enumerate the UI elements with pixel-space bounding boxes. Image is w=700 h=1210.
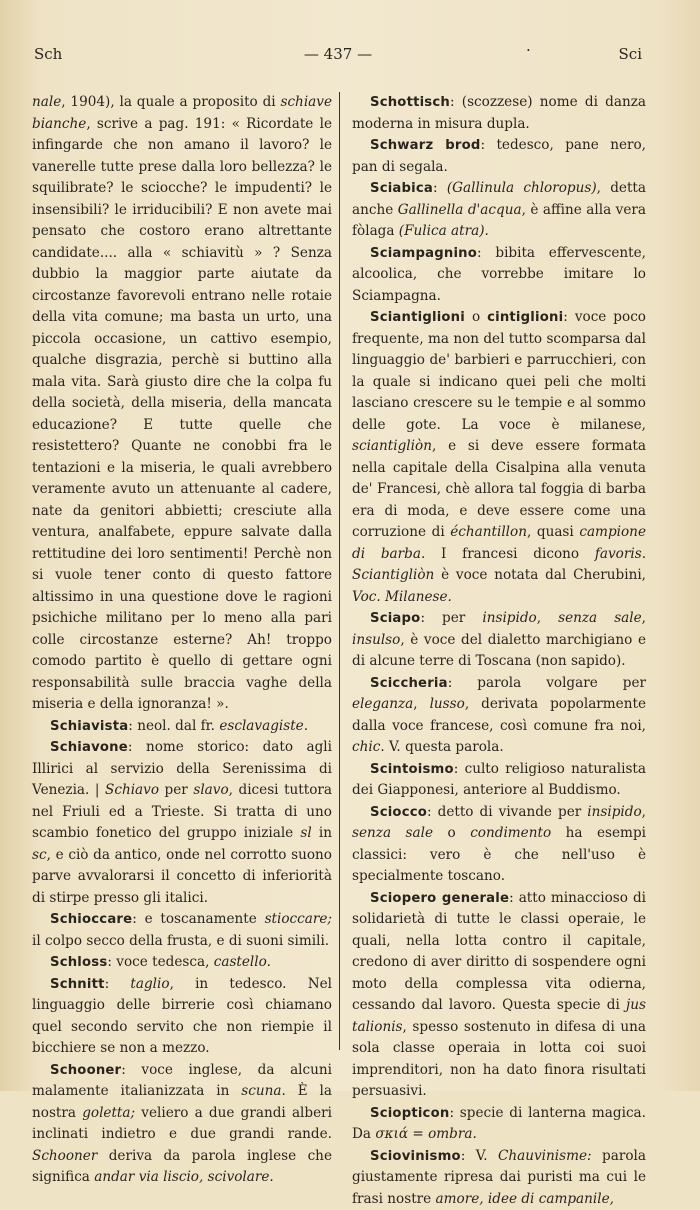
entry-text: o [433, 825, 470, 841]
page-number: — 437 — [34, 44, 642, 64]
entry-text: , e ciò da antico, onde nel corrotto suono parve avvalorarsi il concetto di inferiorità di stirpe presso gli italici. [32, 847, 332, 906]
entry-text: : V. [461, 1148, 498, 1164]
dictionary-entry [352, 307, 646, 608]
dictionary-entry [32, 974, 332, 1060]
italic-text: taglio [130, 976, 169, 992]
entry-text: : per [420, 610, 482, 626]
entry-text: : nome storico: dato agli Illirici al servizio della Serenissima di Venezia. | [32, 739, 332, 798]
entry-text: , derivata popolarmente dalla voce francese, così comune fra noi, [352, 696, 646, 734]
entry-headword: Schiavone [50, 740, 128, 755]
entry-headword: Scintoismo [370, 762, 454, 777]
entry-text: , [642, 610, 646, 626]
continued-paragraph [32, 92, 332, 716]
dictionary-entry [352, 802, 646, 888]
italic-text: Sciantigliòn [352, 567, 434, 583]
italic-text: campione di barba [352, 524, 646, 562]
entry-text: . È la nostra [32, 1083, 332, 1121]
entry-headword: Schnitt [50, 977, 105, 992]
italic-text: (Gallinula chloropus) [447, 180, 597, 196]
entry-headword: Schioccare [50, 912, 132, 927]
entry-text: : (scozzese) nome di danza moderna in misura dupla. [352, 94, 646, 132]
dictionary-entry [352, 178, 646, 243]
dictionary-entry [32, 1060, 332, 1189]
italic-text: insipido [482, 610, 536, 626]
entry-text: . [642, 546, 646, 562]
entry-headword: Schottisch [370, 95, 450, 110]
dictionary-entry [32, 909, 332, 952]
page-header [34, 44, 642, 66]
entry-text: il colpo secco della frusta, e di suoni simili. [32, 933, 329, 949]
italic-text: castello. [214, 954, 271, 970]
entry-headword: Sciopero generale [370, 891, 509, 906]
entry-headword: Sciapo [370, 611, 420, 626]
entry-text: , [413, 696, 429, 712]
entry-headword: Schwarz brod [370, 138, 480, 153]
entry-headword: Schloss [50, 955, 107, 970]
italic-text: jus talionis [352, 997, 646, 1035]
italic-text: sciantigliòn [352, 438, 432, 454]
entry-headword: Sciccheria [370, 676, 448, 691]
italic-text: Chauvinisme: [498, 1148, 592, 1164]
entry-headword: Sciocco [370, 805, 427, 820]
entry-text: , dicesi tuttora nel Friuli ed a Trieste. Si tratta di uno scambio fonetico del gruppo iniziale [32, 782, 332, 841]
italic-text: échantillon [450, 524, 527, 540]
entry-text: o [465, 309, 487, 325]
italic-text: slavo [193, 782, 228, 798]
entry-text: parola giustamente ripresa dai puristi ma cui le frasi nostre [352, 1148, 646, 1207]
entry-text: : culto religioso naturalista dei Giapponesi, anteriore al Buddismo. [352, 761, 646, 799]
italic-text: andar via liscio, scivolare. [94, 1169, 274, 1185]
entry-text: : tedesco, pane nero, pan di segala. [352, 137, 646, 175]
entry-headword: Sciabica [370, 181, 433, 196]
entry-text: per [159, 782, 193, 798]
entry-headword: Sciantiglioni [370, 310, 465, 325]
dictionary-entry [352, 92, 646, 135]
entry-headword: Sciovinismo [370, 1149, 461, 1164]
entry-text: , è affine alla vera fòlaga [352, 202, 646, 240]
entry-text: : specie di lanterna magica. Da [352, 1105, 646, 1143]
entry-text: : atto minaccioso di solidarietà di tutte le classi operaie, le quali, nella lotta contro il capitale, credono di aver diritto di sospendere ogni moto della complessa vita odierna, cessando dal lavoro. Questa specie di [352, 890, 646, 1014]
italic-text: scuna [241, 1083, 281, 1099]
italic-text: Schiavo [105, 782, 159, 798]
italic-text: insipido [587, 804, 641, 820]
dictionary-entry [352, 135, 646, 178]
italic-text: Voc. Milanese. [352, 589, 452, 605]
italic-text: Gallinella d'acqua [398, 202, 522, 218]
entry-text: ha esempi classici: vero è che nell'uso è specialmente toscano. [352, 825, 646, 884]
left-column [32, 92, 332, 1189]
italic-text: amore, idee di campanile, [436, 1191, 614, 1207]
entry-text: : [105, 976, 131, 992]
entry-text: , [642, 804, 646, 820]
entry-text: : voce inglese, da alcuni malamente italianizzata in [32, 1062, 332, 1100]
entry-headword: Sciopticon [370, 1106, 449, 1121]
italic-text: senza sale [352, 825, 433, 841]
entry-text: deriva da parola inglese che significa [32, 1148, 332, 1186]
dictionary-entry [352, 608, 646, 673]
entry-text: in [312, 825, 332, 841]
dictionary-entry [352, 1103, 646, 1146]
entry-headword: Schiavista [50, 719, 128, 734]
column-divider [339, 92, 340, 1050]
italic-text: sl [300, 825, 311, 841]
italic-text: stioccare; [265, 911, 332, 927]
entry-text: : voce tedesca, [107, 954, 213, 970]
italic-text: condimento [470, 825, 551, 841]
dictionary-entry [352, 888, 646, 1103]
entry-text: , è voce del dialetto marchigiano e di alcune terre di Toscana (non sapido). [352, 632, 646, 670]
entry-text: , spesso sostenuto in difesa di una sola classe operaia in lotta coi suoi imprenditori, non ha dato finora risultati persuasivi. [352, 1019, 646, 1100]
italic-text: esclavagiste. [219, 718, 308, 734]
entry-text: : parola volgare per [448, 675, 646, 691]
italic-text: (Fulica atra). [399, 223, 489, 239]
entry-text: , detta anche [352, 180, 646, 218]
entry-text: . I francesi dicono [421, 546, 595, 562]
entry-text: : detto di vivande per [427, 804, 587, 820]
header-right-guideword: Sci [619, 44, 642, 64]
entry-text: , 1904), la quale a proposito di [61, 94, 280, 110]
entry-headword: Sciampagnino [370, 246, 477, 261]
italic-text: goletta; [82, 1105, 135, 1121]
entry-text: : voce poco frequente, ma non del tutto scomparsa dal linguaggio de' barbieri e parrucchieri, con la quale si indicano quei peli che molti lasciano crescere su le tempie e al sommo delle gote. La voce è milanese, [352, 309, 646, 433]
entry-text: , quasi [527, 524, 579, 540]
italic-text: insulso [352, 632, 400, 648]
entry-headword: Schooner [50, 1063, 121, 1078]
dictionary-entry [352, 1146, 646, 1210]
dictionary-entry [32, 716, 332, 738]
italic-text: eleganza [352, 696, 413, 712]
entry-text: : e toscanamente [132, 911, 264, 927]
dictionary-entry [352, 243, 646, 308]
entry-text: , in tedesco. Nel linguaggio delle birrerie così chiamano quel secondo servito che non riempie il bicchiere se non a mezzo. [32, 976, 332, 1057]
italic-text: senza sale [558, 610, 642, 626]
italic-text: lusso [430, 696, 465, 712]
entry-text: . V. questa parola. [380, 739, 503, 755]
header-left-guideword: Sch [34, 44, 62, 64]
entry-text: : neol. dal fr. [128, 718, 219, 734]
italic-text: nale [32, 94, 61, 110]
entry-text: : bibita effervescente, alcoolica, che vorrebbe imitare lo Sciampagna. [352, 245, 646, 304]
dictionary-entry [32, 952, 332, 974]
dictionary-entry [352, 759, 646, 802]
italic-text: Schooner [32, 1148, 97, 1164]
right-column [352, 92, 646, 1210]
entry-text: : [433, 180, 447, 196]
entry-text: , e si deve essere formata nella capitale della Cisalpina alla venuta de' Francesi, chè allora tal foggia di barba era di moda, e deve essere come una corruzione di [352, 438, 646, 540]
italic-text: favoris [595, 546, 642, 562]
italic-text: σκιά = ombra. [375, 1126, 476, 1142]
entry-text: , scrive a pag. 191: « Ricordate le infingarde che non amano il lavoro? le vanerelle tutte prese dalla loro bellezza? le squilibrate? le sciocche? le impudenti? le insensibili? le irriducibili? E non avete mai pensato che costoro erano altrettante candidate.... alla « schiavitù » ? Senza dubbio la maggior parte aiutate da circostanze favorevoli entrano nelle rotaie della vita comune; ma basta un urto, una piccola occasione, un cattivo esempio, qualche disgrazia, perchè si buttino alla mala vita. Sarà giusto dire che la colpa fu della società, della miseria, della mancata educazione? E tutte quelle che resistettero? Quante ne conobbi fra le tentazioni e la miseria, le quali avrebbero veramente avuto un attenuante al cadere, nate da genitori abbietti; cresciute alla ventura, analfabete, eppure salvate dalla rettitudine dei loro sentimenti! Perchè non si vuole tener conto di questo fattore altissimo in una questione dove le ragioni psichiche militano per lo meno alla pari colle circostanze esterne? Ah! troppo comodo partito è quello di gettare ogni responsabilità sulle braccia vaghe della miseria e della ignoranza! ». [32, 116, 332, 713]
entry-text: veliero a due grandi alberi inclinati indietro e due grandi rande. [32, 1105, 332, 1143]
italic-text: sc [32, 847, 47, 863]
italic-text: schiave bianche [32, 94, 332, 132]
entry-text: è voce notata dal Cherubini, [434, 567, 646, 583]
dictionary-entry [32, 737, 332, 909]
entry-text: , [537, 610, 558, 626]
italic-text: chic [352, 739, 380, 755]
dictionary-entry [352, 673, 646, 759]
header-dot: · [526, 40, 531, 60]
entry-headword: cintiglioni [487, 310, 563, 325]
